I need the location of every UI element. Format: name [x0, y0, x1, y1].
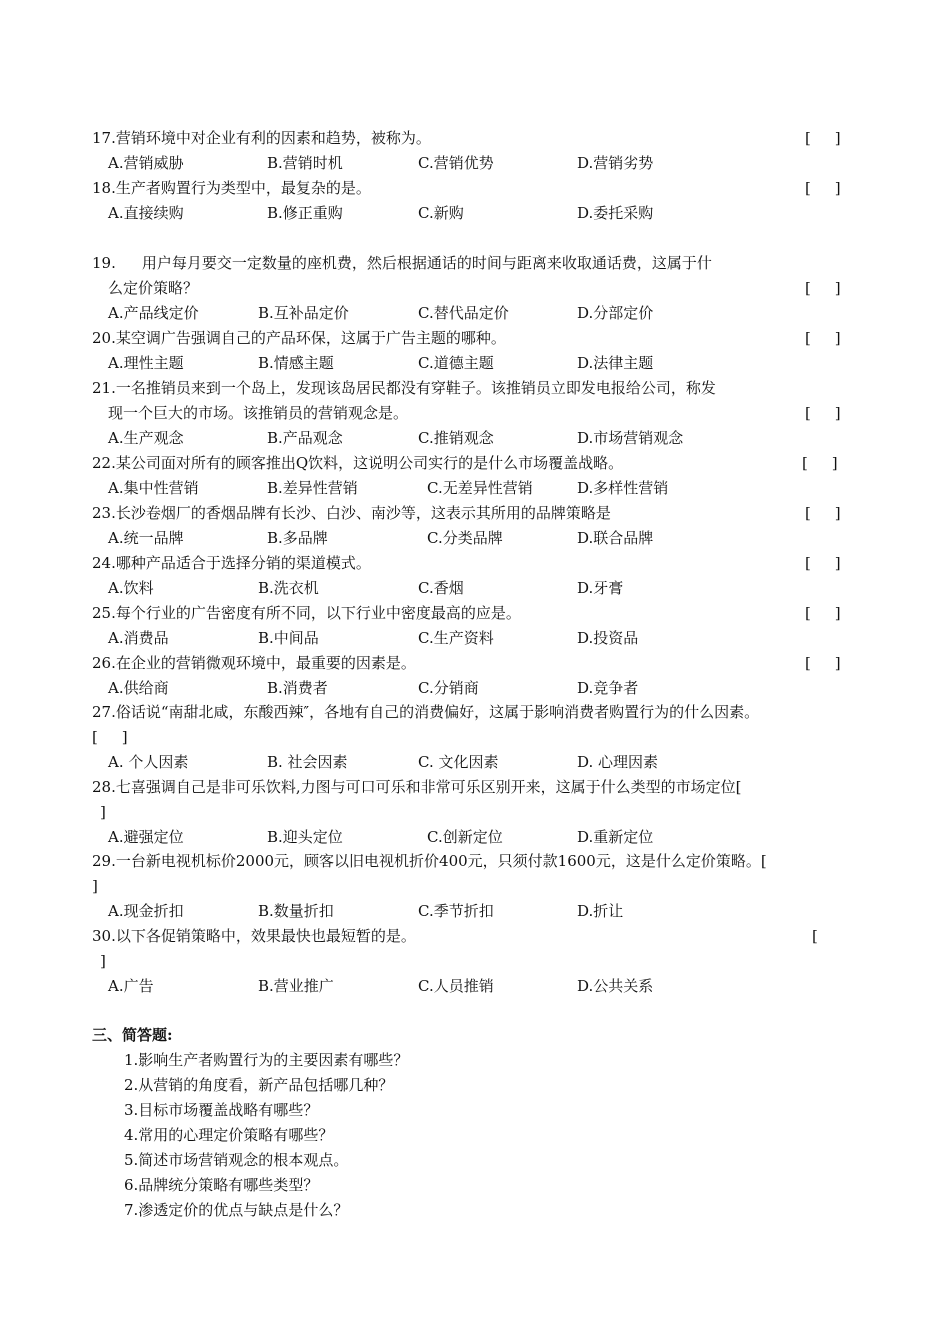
question-28 — [92, 777, 741, 797]
option-d: D.投资品 — [577, 629, 639, 647]
option-b: B.多品牌 — [267, 529, 328, 547]
option-c: C.新购 — [418, 204, 464, 222]
option-c: C.人员推销 — [418, 977, 494, 995]
answer-bracket: [ ] — [802, 454, 838, 472]
answer-bracket: [ ] — [805, 604, 841, 622]
option-a: A.统一品牌 — [108, 529, 184, 547]
answer-bracket: [ ] — [805, 554, 841, 572]
option-c: C.生产资料 — [418, 629, 494, 647]
question-27 — [92, 702, 759, 722]
option-c: C.分类品牌 — [427, 529, 503, 547]
question-number: 24. — [92, 554, 116, 572]
question-text: 一名推销员来到一个岛上，发现该岛居民都没有穿鞋子。该推销员立即发电报给公司，称发 — [115, 379, 716, 397]
option-c: C.无差异性营销 — [427, 479, 533, 497]
option-c: C.推销观念 — [418, 429, 494, 447]
option-c: C.创新定位 — [427, 828, 503, 846]
question-number: 18. — [92, 179, 116, 197]
answer-bracket: [ ] — [92, 728, 128, 746]
option-c: C. 文化因素 — [418, 753, 499, 771]
short-answer-item: 3.目标市场覆盖战略有哪些？ — [124, 1101, 319, 1119]
option-a: A.生产观念 — [108, 429, 184, 447]
question-29 — [92, 851, 767, 871]
question-number: 17. — [92, 129, 116, 147]
question-19 — [92, 253, 712, 273]
option-d: D.牙膏 — [577, 579, 624, 597]
question-26 — [92, 653, 416, 673]
option-c: C.季节折扣 — [418, 902, 494, 920]
option-b: B.修正重购 — [267, 204, 343, 222]
question-22 — [92, 453, 623, 473]
option-c: C.分销商 — [418, 679, 479, 697]
question-18 — [92, 178, 371, 198]
answer-bracket: [ ] — [805, 504, 841, 522]
option-b: B.情感主题 — [258, 354, 334, 372]
option-b: B.差异性营销 — [267, 479, 358, 497]
option-d: D.营销劣势 — [577, 154, 654, 172]
question-number: 23. — [92, 504, 116, 522]
question-21 — [92, 378, 716, 398]
option-a: A.理性主题 — [108, 354, 184, 372]
option-a: A.避强定位 — [108, 828, 184, 846]
option-c: C.营销优势 — [418, 154, 494, 172]
short-answer-item: 6.品牌统分策略有哪些类型？ — [124, 1176, 319, 1194]
question-number: 27. — [92, 703, 116, 721]
short-answer-item: 2.从营销的角度看，新产品包括哪几种？ — [124, 1076, 394, 1094]
option-b: B.中间品 — [258, 629, 319, 647]
option-b: B.产品观念 — [267, 429, 343, 447]
option-b: B.数量折扣 — [258, 902, 334, 920]
option-c: C.替代品定价 — [418, 304, 509, 322]
question-number: 28. — [92, 778, 116, 796]
question-text: 某空调广告强调自己的产品环保，这属于广告主题的哪种。 — [115, 329, 506, 347]
option-d: D.法律主题 — [577, 354, 654, 372]
option-d: D.分部定价 — [577, 304, 654, 322]
option-d: D.折让 — [577, 902, 624, 920]
answer-bracket: [ ] — [805, 179, 841, 197]
answer-bracket: [ ] — [805, 404, 841, 422]
option-a: A.消费品 — [108, 629, 169, 647]
option-b: B.营销时机 — [267, 154, 343, 172]
option-b: B.洗衣机 — [258, 579, 319, 597]
short-answer-item: 4.常用的心理定价策略有哪些？ — [124, 1126, 334, 1144]
question-text: 营销环境中对企业有利的因素和趋势，被称为。 — [115, 129, 431, 147]
question-24 — [92, 553, 371, 573]
question-text: 每个行业的广告密度有所不同，以下行业中密度最高的应是。 — [115, 604, 521, 622]
question-text: 生产者购置行为类型中，最复杂的是。 — [115, 179, 371, 197]
option-a: A.饮料 — [108, 579, 154, 597]
answer-bracket-close: ] — [100, 803, 106, 821]
option-a: A.现金折扣 — [108, 902, 184, 920]
option-b: B.消费者 — [267, 679, 328, 697]
option-a: A.集中性营销 — [108, 479, 199, 497]
question-text-continued: 么定价策略？ — [108, 279, 199, 297]
option-d: D.竞争者 — [577, 679, 639, 697]
answer-bracket: [ ] — [805, 329, 841, 347]
short-answer-item: 7.渗透定价的优点与缺点是什么？ — [124, 1201, 349, 1219]
answer-bracket-open: [ — [812, 927, 818, 945]
question-number: 30. — [92, 927, 116, 945]
option-a: A.供给商 — [108, 679, 169, 697]
question-text: 长沙卷烟厂的香烟品牌有长沙、白沙、南沙等，这表示其所用的品牌策略是 — [115, 504, 611, 522]
option-d: D.多样性营销 — [577, 479, 669, 497]
short-answer-item: 5.简述市场营销观念的根本观点。 — [124, 1151, 349, 1169]
question-text-continued: 现一个巨大的市场。该推销员的营销观念是。 — [108, 404, 409, 422]
question-text: 哪种产品适合于选择分销的渠道模式。 — [115, 554, 371, 572]
question-text: 一台新电视机标价2000元，顾客以旧电视机折价400元，只须付款1600元，这是什么定价策略。[ — [115, 852, 767, 870]
option-d: D.重新定位 — [577, 828, 654, 846]
short-answer-item: 1.影响生产者购置行为的主要因素有哪些？ — [124, 1051, 409, 1069]
option-a: A.广告 — [108, 977, 154, 995]
question-number: 22. — [92, 454, 116, 472]
question-text: 某公司面对所有的顾客推出Q饮料，这说明公司实行的是什么市场覆盖战略。 — [115, 454, 624, 472]
answer-bracket-close: ] — [100, 952, 106, 970]
option-c: C.道德主题 — [418, 354, 494, 372]
question-number: 25. — [92, 604, 116, 622]
question-text: 以下各促销策略中，效果最快也最短暂的是。 — [115, 927, 416, 945]
question-17 — [92, 128, 431, 148]
section-title: 三、简答题: — [92, 1026, 173, 1044]
option-d: D.公共关系 — [577, 977, 654, 995]
option-b: B. 社会因素 — [267, 753, 348, 771]
question-20 — [92, 328, 506, 348]
option-a: A.营销威胁 — [108, 154, 184, 172]
answer-bracket-close: ] — [92, 877, 98, 895]
question-text: 用户每月要交一定数量的座机费，然后根据通话的时间与距离来收取通话费，这属于什 — [141, 254, 712, 272]
option-d: D. 心理因素 — [577, 753, 659, 771]
option-d: D.联合品牌 — [577, 529, 654, 547]
question-number: 20. — [92, 329, 116, 347]
question-30 — [92, 926, 416, 946]
option-c: C.香烟 — [418, 579, 464, 597]
question-23 — [92, 503, 611, 523]
option-b: B.互补品定价 — [258, 304, 349, 322]
question-text: 七喜强调自己是非可乐饮料,力图与可口可乐和非常可乐区别开来，这属于什么类型的市场定位[ — [115, 778, 742, 796]
option-a: A. 个人因素 — [108, 753, 189, 771]
question-number: 29. — [92, 852, 116, 870]
answer-bracket: [ ] — [805, 279, 841, 297]
question-text: 在企业的营销微观环境中，最重要的因素是。 — [115, 654, 416, 672]
question-25 — [92, 603, 521, 623]
option-d: D.市场营销观念 — [577, 429, 684, 447]
option-d: D.委托采购 — [577, 204, 654, 222]
option-b: B.迎头定位 — [267, 828, 343, 846]
option-a: A.产品线定价 — [108, 304, 199, 322]
question-text: 俗话说“南甜北咸，东酸西辣″，各地有自己的消费偏好，这属于影响消费者购置行为的什么因素。 — [115, 703, 760, 721]
option-a: A.直接续购 — [108, 204, 184, 222]
question-number: 19. — [92, 254, 116, 272]
answer-bracket: [ ] — [805, 129, 841, 147]
question-number: 26. — [92, 654, 116, 672]
answer-bracket: [ ] — [805, 654, 841, 672]
question-number: 21. — [92, 379, 116, 397]
option-b: B.营业推广 — [258, 977, 334, 995]
